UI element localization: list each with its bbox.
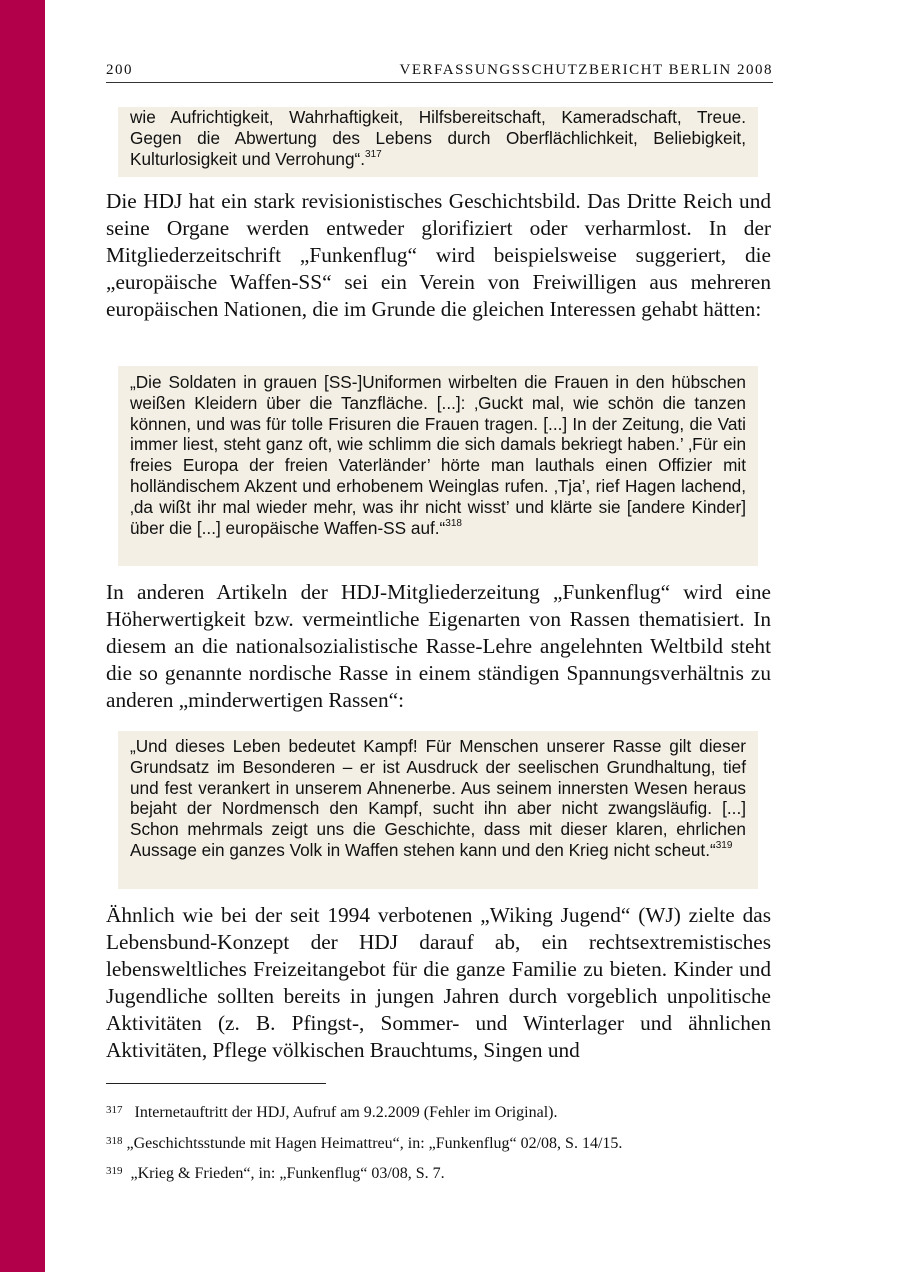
footnote-number: 319 — [106, 1165, 123, 1177]
footnote-319 — [106, 1164, 771, 1184]
paragraph-revisionism: Die HDJ hat ein stark revisionistisches Geschichtsbild. Das Dritte Reich und seine Organe werden entweder glorifiziert oder verharmlost. In der Mitgliederzeitschrift „Funkenflug“ wird beispielsweise suggeriert, die „europäische Waffen-SS“ sei ein Verein von Freiwilligen aus mehreren europäischen Nationen, die im Grunde die gleichen Interessen gehabt hätten: — [106, 189, 771, 321]
footnote-text: „Geschichtsstunde mit Hagen Heimattreu“, in: „Funkenflug“ 02/08, S. 14/15. — [126, 1135, 623, 1152]
page-header — [106, 62, 773, 83]
paragraph-race-theory: In anderen Artikeln der HDJ-Mitgliederzeitung „Funkenflug“ wird eine Höherwertigkeit bzw. vermeintliche Eigenarten von Rassen thematisiert. In diesem an die nationalsozialistische Rasse-Lehre angelehnten Weltbild steht die so genannte nordische Rasse in einem ständigen Spannungsverhältnis zu anderen „minderwertigen Rassen“: — [106, 580, 771, 712]
footnote-text: „Krieg & Frieden“, in: „Funkenflug“ 03/08, S. 7. — [130, 1165, 445, 1182]
footnote-ref-319[interactable]: 319 — [715, 839, 733, 851]
quote-block-317 — [118, 107, 758, 177]
quote-block-319 — [118, 731, 758, 889]
quote-block-318 — [118, 366, 758, 566]
footnote-text: Internetauftritt der HDJ, Aufruf am 9.2.2009 (Fehler im Original). — [134, 1104, 558, 1121]
footnote-divider — [106, 1083, 326, 1084]
page-accent-band — [0, 0, 45, 1272]
page-number: 200 — [106, 62, 133, 78]
quote-text: „Und dieses Leben bedeutet Kampf! Für Menschen unserer Rasse gilt dieser Grundsatz im Besonderen – er ist Ausdruck der seelischen Grundhaltung, tief und fest verankert in unserem Ahnenerbe. Aus seinem innersten Wesen heraus bejaht der Nordmensch den Kampf, sucht ihn aber nicht zwangsläufig. [...] Schon mehrmals zeigt uns die Geschichte, dass mit dieser klaren, ehrlichen Aussage ein ganzes Volk in Waffen stehen kann und den Krieg nicht scheut.“ — [130, 736, 746, 860]
quote-text: „Die Soldaten in grauen [SS-]Uniformen wirbelten die Frauen in den hübschen weißen Kleidern über die Tanzfläche. [...]: ‚Guckt mal, wie schön die tanzen können, und was für tolle Frisuren die Frauen tragen. [...] In der Zeitung, die Vati immer liest, steht ganz oft, wie schlimm die sich damals bekriegt haben.’ ‚Für ein freies Europa der freien Vaterländer’ hörte man lauthals einen Offizier mit holländischem Akzent und erhobenem Weinglas rufen. ‚Tja’, rief Hagen lachend, ‚da wißt ihr mal wieder mehr, was ihr nicht wisst’ und klärte sie [andere Kinder] über die [...] europäische Waffen-SS auf.“ — [130, 372, 746, 538]
footnote-317 — [106, 1103, 771, 1123]
footnote-ref-318[interactable]: 318 — [445, 517, 462, 529]
running-title: VERFASSUNGSSCHUTZBERICHT BERLIN 2008 — [399, 62, 773, 78]
footnote-number: 318 — [106, 1135, 123, 1147]
footnote-ref-317[interactable]: 317 — [365, 148, 382, 160]
paragraph-wiking-jugend: Ähnlich wie bei der seit 1994 verbotenen „Wiking Jugend“ (WJ) zielte das Lebensbund-Konzept der HDJ darauf ab, ein rechtsextremistisches lebensweltliches Freizeitangebot für die ganze Familie zu bieten. Kinder und Jugendliche sollten bereits in jungen Jahren durch vorgeblich unpolitische Aktivitäten (z. B. Pfingst-, Sommer- und Winterlager und ähnlichen Aktivitäten, Pflege völkischen Brauchtums, Singen und — [106, 903, 771, 1062]
footnote-318 — [106, 1134, 771, 1154]
footnote-number: 317 — [106, 1104, 123, 1116]
quote-text: wie Aufrichtigkeit, Wahrhaftigkeit, Hilfsbereitschaft, Kameradschaft, Treue. Gegen die Abwertung des Lebens durch Oberflächlichkeit, Beliebigkeit, Kulturlosigkeit und Verrohung“. — [130, 107, 746, 169]
